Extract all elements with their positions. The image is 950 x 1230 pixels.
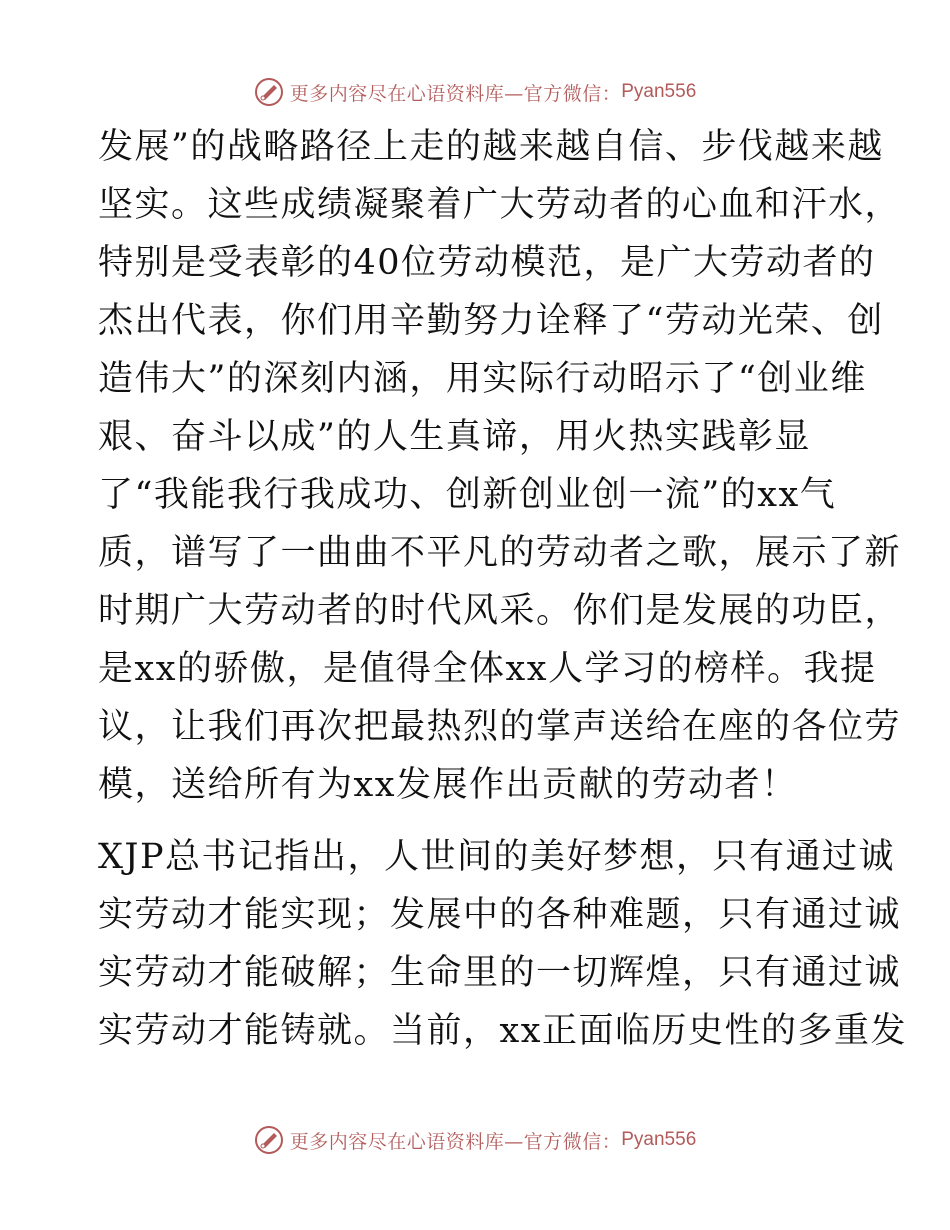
- text-line: 造伟大”的深刻内涵，用实际行动昭示了“创业维: [98, 359, 867, 399]
- text-line: 了“我能我行我成功、创新创业创一流”的xx气: [98, 475, 837, 515]
- text-line: 坚实。这些成绩凝聚着广大劳动者的心血和汗水，: [98, 185, 902, 225]
- text-line: 实劳动才能破解；生命里的一切辉煌，只有通过诚: [98, 953, 902, 993]
- text-line: 模，送给所有为xx发展作出贡献的劳动者！: [98, 765, 798, 805]
- document-body: [98, 118, 907, 1060]
- text-line: XJP总书记指出，人世间的美好梦想，只有通过诚: [98, 837, 895, 877]
- paragraph-1: [98, 118, 902, 814]
- header-banner: [0, 72, 950, 112]
- paragraph-2: [98, 828, 907, 1060]
- footer-banner-id: Pyan556: [621, 1129, 697, 1150]
- text-line: 是xx的骄傲，是值得全体xx人学习的榜样。我提: [98, 649, 877, 689]
- logo-icon: [254, 77, 284, 107]
- text-line: 质，谱写了一曲曲不平凡的劳动者之歌，展示了新: [98, 533, 902, 573]
- text-line: 特别是受表彰的40位劳动模范，是广大劳动者的: [98, 243, 876, 283]
- text-line: 发展”的战略路径上走的越来越自信、步伐越来越: [98, 127, 884, 167]
- text-line: 艰、奋斗以成”的人生真谛，用火热实践彰显: [98, 417, 811, 457]
- text-line: 杰出代表，你们用辛勤努力诠释了“劳动光荣、创: [98, 301, 884, 341]
- footer-banner-text: 更多内容尽在心语资料库—官方微信：: [289, 1130, 622, 1153]
- text-line: 时期广大劳动者的时代风采。你们是发展的功臣，: [98, 591, 902, 631]
- text-line: 实劳动才能铸就。当前，xx正面临历史性的多重发: [98, 1011, 907, 1051]
- header-banner-text: 更多内容尽在心语资料库—官方微信：: [289, 82, 622, 105]
- header-banner-id: Pyan556: [621, 81, 697, 102]
- footer-banner: [0, 1120, 950, 1160]
- logo-icon: [254, 1125, 284, 1155]
- text-line: 实劳动才能实现；发展中的各种难题，只有通过诚: [98, 895, 902, 935]
- text-line: 议，让我们再次把最热烈的掌声送给在座的各位劳: [98, 707, 902, 747]
